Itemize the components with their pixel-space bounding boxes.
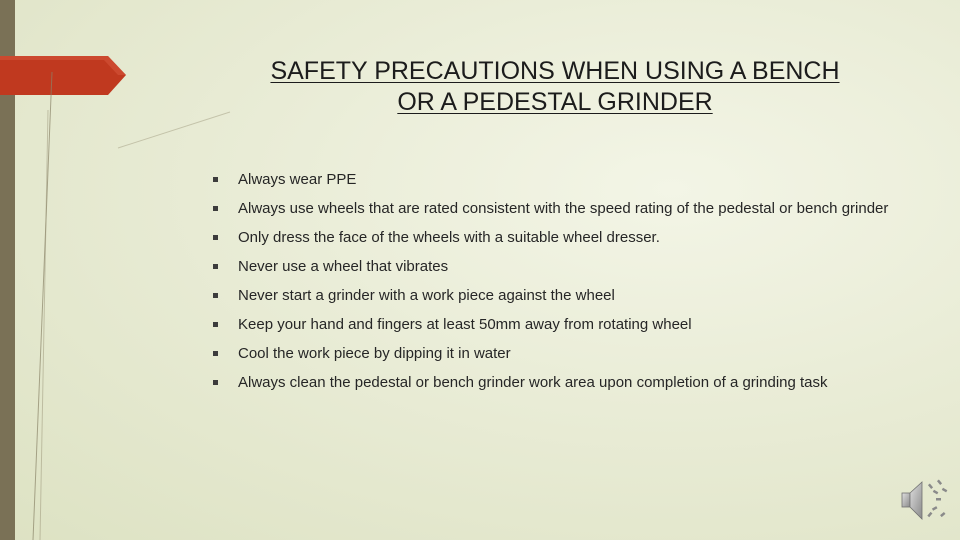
bullet-text: Always use wheels that are rated consistent with the speed rating of the pedestal or bench grinder	[238, 200, 889, 217]
bullet-square-icon	[213, 177, 218, 182]
speaker-icon[interactable]	[898, 476, 950, 526]
bullet-item	[213, 228, 893, 248]
bullet-square-icon	[213, 351, 218, 356]
bullet-list	[213, 170, 893, 402]
bullet-item	[213, 257, 893, 277]
bullet-text: Never use a wheel that vibrates	[238, 258, 449, 275]
bullet-item	[213, 315, 893, 335]
bullet-text: Cool the work piece by dipping it in water	[238, 345, 511, 362]
bullet-square-icon	[213, 235, 218, 240]
bullet-square-icon	[213, 322, 218, 327]
bullet-square-icon	[213, 380, 218, 385]
bullet-square-icon	[213, 206, 218, 211]
title-line-2: OR A PEDESTAL GRINDER	[397, 88, 713, 116]
bullet-item	[213, 286, 893, 306]
title-line-1: SAFETY PRECAUTIONS WHEN USING A BENCH	[270, 57, 840, 85]
bullet-text: Always wear PPE	[238, 171, 357, 188]
bullet-text: Keep your hand and fingers at least 50mm away from rotating wheel	[238, 316, 692, 333]
bullet-item	[213, 344, 893, 364]
bullet-square-icon	[213, 293, 218, 298]
bullet-item	[213, 199, 893, 219]
title-accent-arrow	[0, 56, 126, 95]
left-accent-bar	[0, 0, 15, 540]
bullet-text: Always clean the pedestal or bench grinder work area upon completion of a grinding task	[238, 374, 828, 391]
slide-title	[225, 56, 885, 118]
bullet-item	[213, 373, 893, 393]
bullet-item	[213, 170, 893, 190]
bullet-square-icon	[213, 264, 218, 269]
bullet-text: Never start a grinder with a work piece against the wheel	[238, 287, 615, 304]
bullet-text: Only dress the face of the wheels with a suitable wheel dresser.	[238, 229, 660, 246]
